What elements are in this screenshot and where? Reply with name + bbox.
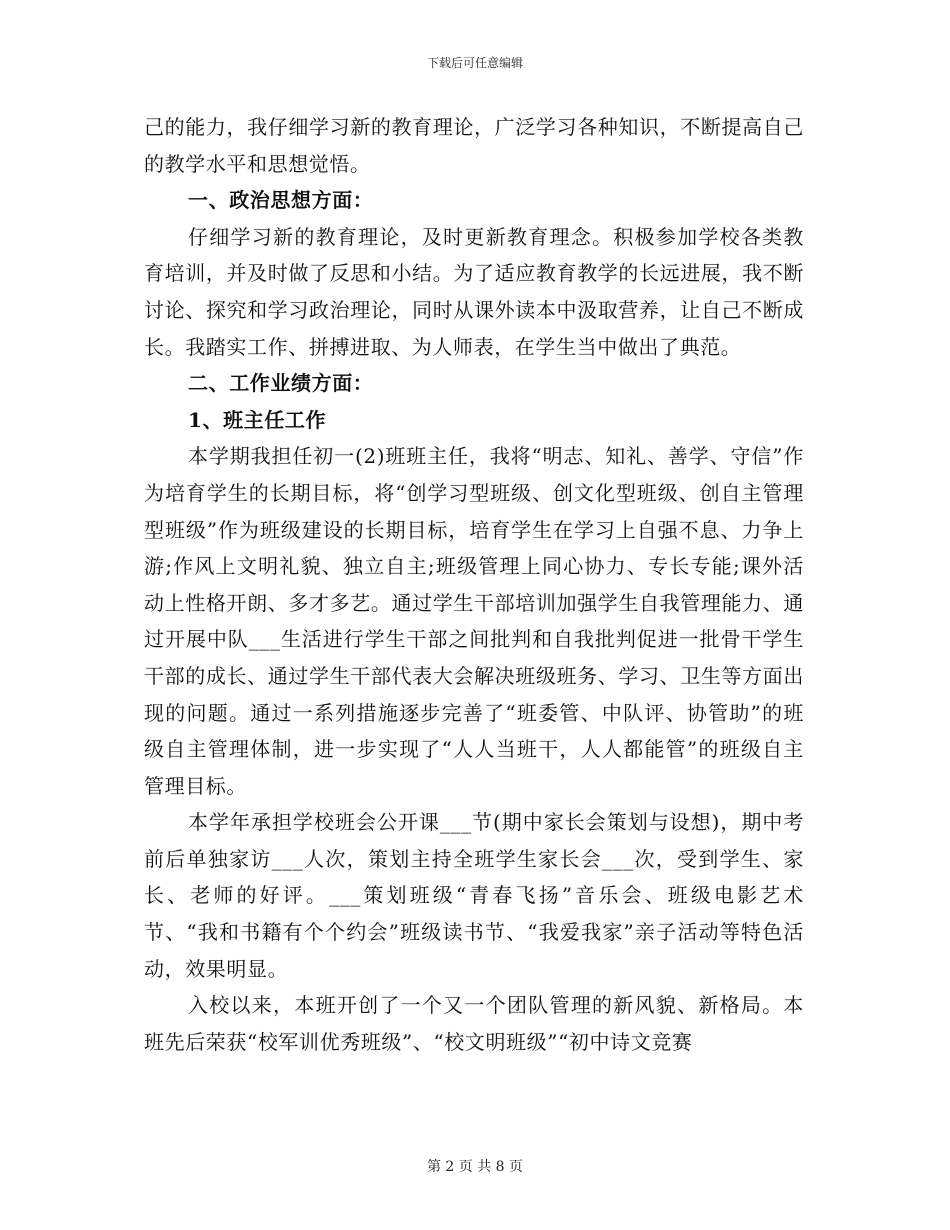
document-body <box>144 109 804 1060</box>
page-footer: 第 2 页 共 8 页 <box>426 1159 524 1175</box>
paragraph-class-teacher: 本学期我担任初一(2)班班主任，我将“明志、知礼、善学、守信”作为培育学生的长期目标，将“创学习型班级、创文化型班级、创自主管理型班级”作为班级建设的长期目标，培育学生在学习上自强不息、力争上游;作风上文明礼貌、独立自主;班级管理上同心协力、专长专能;课外活动上性格开朗、多才多艺。通过学生干部培训加强学生自我管理能力、通过开展中队___生活进行学生干部之间批判和自我批判促进一批骨干学生干部的成长、通过学生干部代表大会解决班级班务、学习、卫生等方面出现的问题。通过一系列措施逐步完善了“班委管、中队评、协管助”的班级自主管理体制，进一步实现了“人人当班干，人人都能管”的班级自主管理目标。 <box>144 444 804 798</box>
subsection-heading-class-teacher: 1、班主任工作 <box>188 407 327 432</box>
paragraph-honors: 入校以来，本班开创了一个又一个团队管理的新风貌、新格局。本班先后荣获“校军训优秀班级”、“校文明班级”“初中诗文竞赛 <box>144 993 804 1054</box>
section-heading-political: 一、政治思想方面： <box>188 188 374 213</box>
paragraph-open-class: 本学年承担学校班会公开课___节(期中家长会策划与设想)，期中考前后单独家访___人次，策划主持全班学生家长会___次，受到学生、家长、老师的好评。___策划班级“青春飞扬”音乐会、班级电影艺术节、“我和书籍有个个约会”班级读书节、“我爱我家”亲子活动等特色活动，效果明显。 <box>144 810 804 981</box>
section-heading-achievements: 二、工作业绩方面： <box>188 371 374 396</box>
paragraph-political: 仔细学习新的教育理论，及时更新教育理念。积极参加学校各类教育培训，并及时做了反思和小结。为了适应教育教学的长远进展，我不断讨论、探究和学习政治理论，同时从课外读本中汲取营养，让自己不断成长。我踏实工作、拼搏进取、为人师表，在学生当中做出了典范。 <box>144 224 804 359</box>
paragraph-continuation: 己的能力，我仔细学习新的教育理论，广泛学习各种知识，不断提高自己的教学水平和思想觉悟。 <box>144 115 804 176</box>
page-header: 下载后可任意编辑 <box>426 56 523 70</box>
